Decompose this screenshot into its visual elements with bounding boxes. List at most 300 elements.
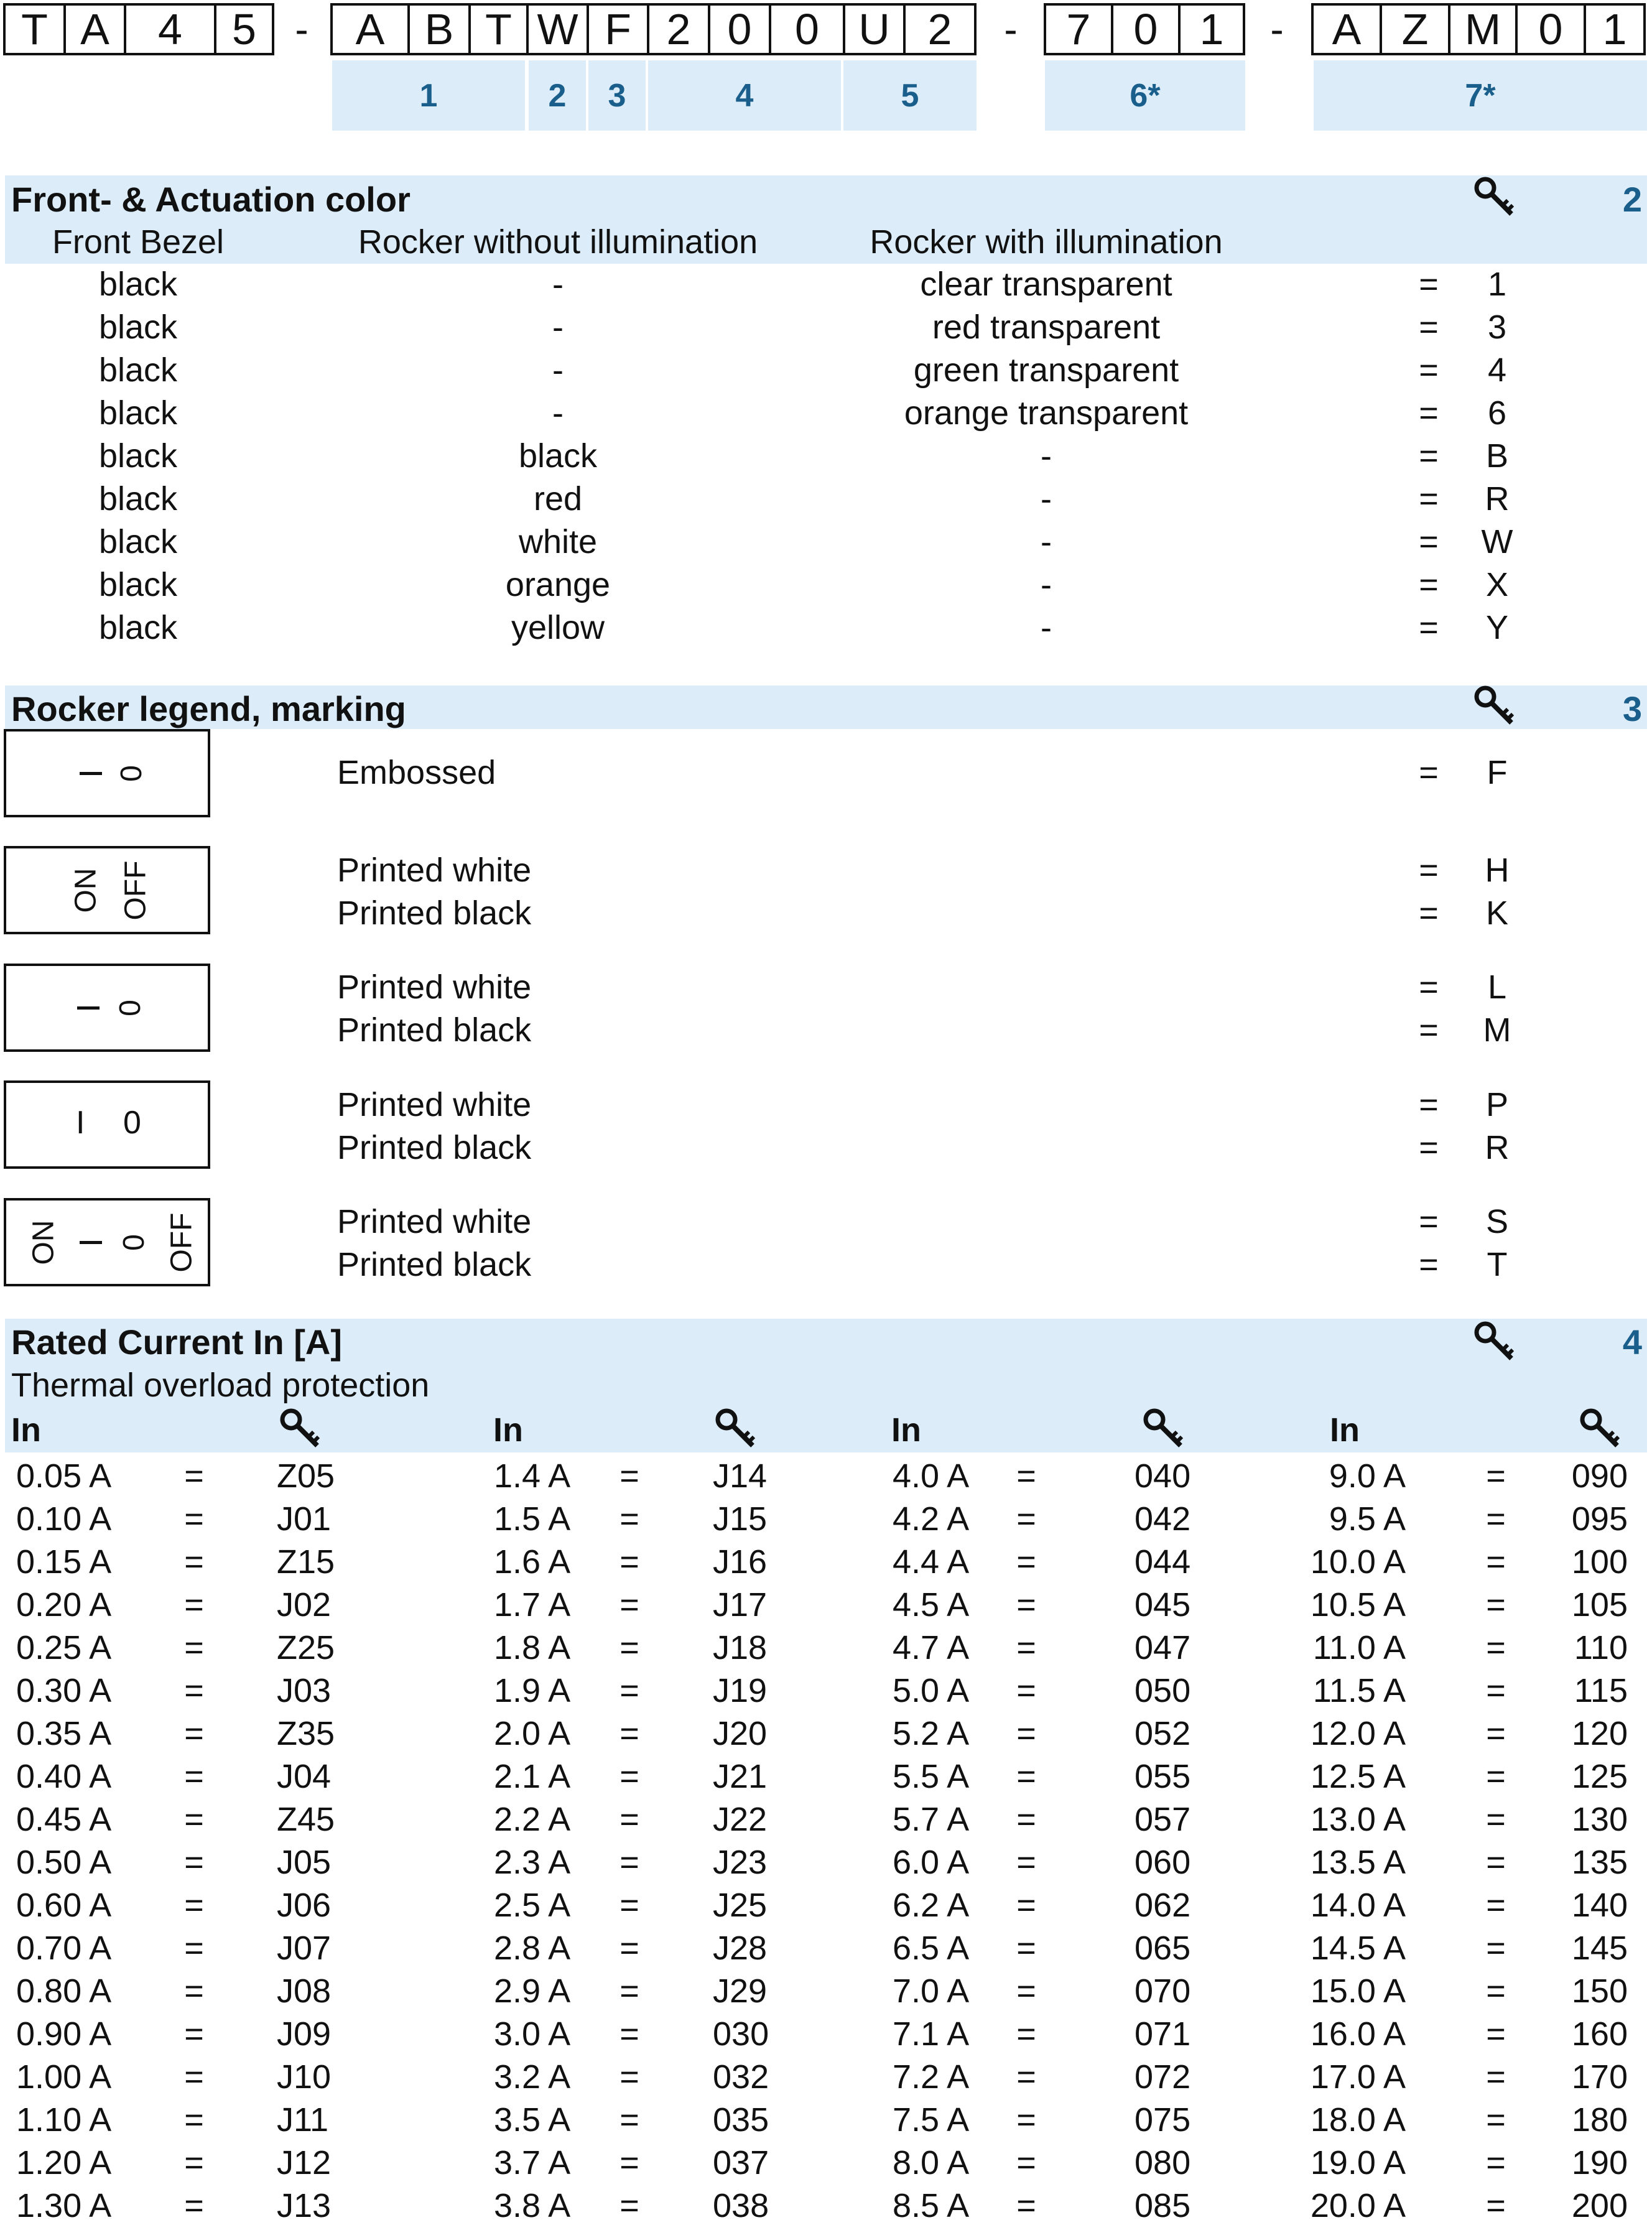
current-value: 2.1 A — [494, 1758, 571, 1795]
current-code: J11 — [277, 2101, 329, 2139]
legend-on-off — [4, 846, 210, 934]
equals-sign: = — [1419, 437, 1439, 475]
current-value: 1.30 A — [16, 2187, 112, 2224]
current-value: 4.7 A — [893, 1629, 970, 1666]
option-code: W — [1481, 523, 1513, 560]
group-label: 3 — [588, 60, 646, 131]
equals-sign: = — [620, 2015, 639, 2053]
current-value: 2.8 A — [494, 1930, 571, 1967]
current-value: 4.2 A — [893, 1500, 970, 1538]
current-value: 0.45 A — [16, 1801, 112, 1838]
code-box: 0 — [1515, 3, 1584, 55]
bezel-color: black — [98, 437, 178, 475]
current-code: J17 — [713, 1586, 768, 1623]
current-code: 150 — [1571, 1972, 1628, 2010]
current-code: 047 — [1135, 1629, 1191, 1666]
current-code: 032 — [713, 2058, 769, 2096]
current-value: 0.70 A — [16, 1930, 112, 1967]
illuminated-rocker-color: red transparent — [932, 309, 1161, 346]
key-icon — [279, 1407, 322, 1451]
code-box: U — [843, 3, 903, 55]
current-value: 19.0 A — [1310, 2144, 1406, 2181]
rocker-color: white — [518, 523, 598, 560]
equals-sign: = — [620, 1887, 639, 1924]
equals-sign: = — [1016, 1543, 1036, 1581]
current-value: 0.10 A — [16, 1500, 112, 1538]
equals-sign: = — [184, 1457, 204, 1495]
equals-sign: = — [1486, 2015, 1506, 2053]
current-code: J07 — [277, 1930, 332, 1967]
current-code: 130 — [1571, 1801, 1628, 1838]
current-code: 170 — [1571, 2058, 1628, 2096]
legend-on: ON — [69, 868, 103, 913]
column-header-in: In — [1330, 1411, 1360, 1449]
equals-sign: = — [1419, 754, 1439, 791]
current-value: 6.2 A — [893, 1887, 970, 1924]
code-box: 0 — [1111, 3, 1178, 55]
equals-sign: = — [1419, 266, 1439, 303]
marking-type: Printed white — [337, 1086, 532, 1123]
illuminated-rocker-color: - — [1041, 523, 1052, 560]
equals-sign: = — [620, 1844, 639, 1881]
code-box: W — [526, 3, 587, 55]
equals-sign: = — [184, 1586, 204, 1623]
current-code: 090 — [1571, 1457, 1628, 1495]
current-value: 0.35 A — [16, 1715, 112, 1752]
section-number: 4 — [1622, 1322, 1642, 1362]
current-value: 6.0 A — [893, 1844, 970, 1881]
section-title: Rated Current In [A] — [11, 1322, 342, 1362]
legend-zero: 0 — [117, 1234, 151, 1251]
equals-sign: = — [1419, 351, 1439, 389]
equals-sign: = — [620, 1758, 639, 1795]
code-box: A — [63, 3, 124, 55]
current-value: 2.0 A — [494, 1715, 571, 1752]
column-header: Rocker without illumination — [358, 223, 758, 261]
legend-zero: 0 — [123, 1105, 141, 1141]
bezel-color: black — [98, 351, 178, 389]
current-value: 3.8 A — [494, 2187, 571, 2224]
code-box: T — [468, 3, 526, 55]
current-value: 2.2 A — [494, 1801, 571, 1838]
bezel-color: black — [98, 394, 178, 432]
group-label: 2 — [529, 60, 586, 131]
code-box: 4 — [124, 3, 214, 55]
equals-sign: = — [1016, 2144, 1036, 2181]
current-value: 11.5 A — [1312, 1672, 1406, 1709]
current-value: 2.9 A — [494, 1972, 571, 2010]
bezel-color: black — [98, 309, 178, 346]
equals-sign: = — [1016, 1930, 1036, 1967]
option-code: L — [1487, 969, 1507, 1006]
equals-sign: = — [1016, 1500, 1036, 1538]
group-label: 4 — [648, 60, 841, 131]
current-code: 100 — [1571, 1543, 1628, 1581]
current-code: 070 — [1135, 1972, 1191, 2010]
current-code: 052 — [1135, 1715, 1191, 1752]
equals-sign: = — [1016, 2015, 1036, 2053]
current-code: 105 — [1571, 1586, 1628, 1623]
key-icon — [1473, 1320, 1516, 1363]
current-value: 5.5 A — [893, 1758, 970, 1795]
code-box: A — [330, 3, 407, 55]
current-code: J19 — [713, 1672, 768, 1709]
equals-sign: = — [1419, 1011, 1439, 1049]
current-code: 062 — [1135, 1887, 1191, 1924]
current-code: 030 — [713, 2015, 769, 2053]
current-value: 1.20 A — [16, 2144, 112, 2181]
rocker-color: - — [552, 266, 564, 303]
current-code: Z35 — [277, 1715, 335, 1752]
current-code: Z25 — [277, 1629, 335, 1666]
column-header-in: In — [493, 1411, 523, 1449]
equals-sign: = — [1486, 1972, 1506, 2010]
equals-sign: = — [1486, 1887, 1506, 1924]
equals-sign: = — [1419, 480, 1439, 518]
current-value: 1.7 A — [494, 1586, 571, 1623]
current-code: J10 — [277, 2058, 332, 2096]
current-code: J05 — [277, 1844, 332, 1881]
equals-sign: = — [184, 1801, 204, 1838]
key-icon — [1473, 175, 1516, 219]
current-code: 057 — [1135, 1801, 1191, 1838]
code-box: B — [407, 3, 468, 55]
current-value: 13.0 A — [1310, 1801, 1406, 1838]
legend-zero: 0 — [114, 765, 148, 782]
code-box: 2 — [647, 3, 708, 55]
equals-sign: = — [620, 1543, 639, 1581]
current-value: 4.0 A — [893, 1457, 970, 1495]
equals-sign: = — [1016, 1715, 1036, 1752]
equals-sign: = — [1486, 1844, 1506, 1881]
option-code: Y — [1485, 609, 1509, 646]
key-icon — [1579, 1407, 1622, 1451]
section-subtitle: Thermal overload protection — [11, 1367, 430, 1404]
marking-type: Printed white — [337, 969, 532, 1006]
option-code: 6 — [1487, 394, 1507, 432]
equals-sign: = — [184, 1715, 204, 1752]
equals-sign: = — [1419, 394, 1439, 432]
equals-sign: = — [620, 1457, 639, 1495]
current-value: 9.0 A — [1329, 1457, 1406, 1495]
current-value: 5.7 A — [893, 1801, 970, 1838]
equals-sign: = — [1016, 1672, 1036, 1709]
current-code: J29 — [713, 1972, 768, 2010]
equals-sign: = — [1016, 2187, 1036, 2224]
equals-sign: = — [184, 1887, 204, 1924]
current-code: 115 — [1574, 1672, 1628, 1709]
legend-zero: 0 — [113, 1000, 147, 1016]
current-code: 050 — [1135, 1672, 1191, 1709]
bezel-color: black — [98, 480, 178, 518]
equals-sign: = — [1486, 1500, 1506, 1538]
legend-on-dash-zero-off — [4, 1198, 210, 1286]
current-code: 085 — [1135, 2187, 1191, 2224]
current-code: J03 — [277, 1672, 332, 1709]
equals-sign: = — [184, 1758, 204, 1795]
code-box: 1 — [1584, 3, 1646, 55]
illuminated-rocker-color: - — [1041, 480, 1052, 518]
code-box: 7 — [1044, 3, 1111, 55]
illuminated-rocker-color: - — [1041, 609, 1052, 646]
current-code: J14 — [713, 1457, 768, 1495]
code-box: F — [587, 3, 647, 55]
current-code: J16 — [713, 1543, 768, 1581]
group-label: 5 — [843, 60, 977, 131]
current-code: 044 — [1135, 1543, 1191, 1581]
column-header: Front Bezel — [52, 223, 225, 261]
current-value: 0.60 A — [16, 1887, 112, 1924]
current-value: 11.0 A — [1312, 1629, 1406, 1666]
code-box: Z — [1380, 3, 1448, 55]
current-code: J21 — [713, 1758, 768, 1795]
current-code: 042 — [1135, 1500, 1191, 1538]
equals-sign: = — [620, 1500, 639, 1538]
current-code: 180 — [1571, 2101, 1628, 2139]
equals-sign: = — [1419, 1246, 1439, 1283]
illuminated-rocker-color: orange transparent — [904, 394, 1189, 432]
equals-sign: = — [1486, 1715, 1506, 1752]
current-value: 3.2 A — [494, 2058, 571, 2096]
current-code: 045 — [1135, 1586, 1191, 1623]
current-value: 14.0 A — [1310, 1887, 1406, 1924]
equals-sign: = — [184, 1930, 204, 1967]
column-header-in: In — [891, 1411, 921, 1449]
current-code: 060 — [1135, 1844, 1191, 1881]
legend-dash — [77, 1006, 100, 1010]
current-value: 7.0 A — [893, 1972, 970, 2010]
current-code: J08 — [277, 1972, 332, 2010]
illuminated-rocker-color: - — [1041, 437, 1052, 475]
current-value: 5.0 A — [893, 1672, 970, 1709]
equals-sign: = — [1486, 1930, 1506, 1967]
option-code: B — [1485, 437, 1509, 475]
marking-type: Printed black — [337, 1011, 532, 1049]
option-code: X — [1485, 566, 1509, 603]
bezel-color: black — [98, 609, 178, 646]
current-value: 15.0 A — [1310, 1972, 1406, 2010]
bezel-color: black — [98, 266, 178, 303]
equals-sign: = — [620, 1715, 639, 1752]
equals-sign: = — [1419, 1086, 1439, 1123]
current-value: 1.10 A — [16, 2101, 112, 2139]
option-code: R — [1485, 480, 1510, 518]
equals-sign: = — [1016, 2101, 1036, 2139]
current-code: Z45 — [277, 1801, 335, 1838]
illuminated-rocker-color: clear transparent — [920, 266, 1172, 303]
rocker-color: - — [552, 351, 564, 389]
current-value: 1.9 A — [494, 1672, 571, 1709]
current-value: 1.8 A — [494, 1629, 571, 1666]
rocker-color: red — [533, 480, 583, 518]
current-value: 18.0 A — [1310, 2101, 1406, 2139]
equals-sign: = — [1419, 1203, 1439, 1240]
equals-sign: = — [184, 1844, 204, 1881]
illuminated-rocker-color: - — [1041, 566, 1052, 603]
current-value: 5.2 A — [893, 1715, 970, 1752]
current-code: 037 — [713, 2144, 769, 2181]
current-value: 14.5 A — [1310, 1930, 1406, 1967]
equals-sign: = — [184, 2058, 204, 2096]
current-value: 4.5 A — [893, 1586, 970, 1623]
current-value: 2.3 A — [494, 1844, 571, 1881]
current-code: 080 — [1135, 2144, 1191, 2181]
equals-sign: = — [1016, 1586, 1036, 1623]
equals-sign: = — [620, 2187, 639, 2224]
current-value: 3.5 A — [494, 2101, 571, 2139]
key-icon — [1473, 684, 1516, 728]
current-code: J13 — [277, 2187, 332, 2224]
current-code: 140 — [1571, 1887, 1628, 1924]
legend-dash — [80, 772, 102, 775]
current-code: J22 — [713, 1801, 768, 1838]
marking-type: Printed black — [337, 894, 532, 932]
legend-off: OFF — [165, 1212, 198, 1273]
code-box: 0 — [769, 3, 843, 55]
code-box: T — [3, 3, 63, 55]
current-value: 12.0 A — [1310, 1715, 1406, 1752]
equals-sign: = — [1419, 523, 1439, 560]
equals-sign: = — [1419, 852, 1439, 889]
equals-sign: = — [620, 1972, 639, 2010]
current-code: J28 — [713, 1930, 768, 1967]
equals-sign: = — [1016, 1801, 1036, 1838]
current-value: 0.25 A — [16, 1629, 112, 1666]
equals-sign: = — [184, 1500, 204, 1538]
current-code: 145 — [1571, 1930, 1628, 1967]
marking-type: Printed black — [337, 1129, 532, 1166]
marking-type: Printed white — [337, 1203, 532, 1240]
current-value: 13.5 A — [1310, 1844, 1406, 1881]
current-code: 035 — [713, 2101, 769, 2139]
option-code: R — [1485, 1129, 1510, 1166]
current-code: J23 — [713, 1844, 768, 1881]
legend-one-zero — [4, 1080, 210, 1169]
equals-sign: = — [1486, 1586, 1506, 1623]
current-value: 8.0 A — [893, 2144, 970, 2181]
current-code: 071 — [1135, 2015, 1191, 2053]
equals-sign: = — [1419, 969, 1439, 1006]
current-code: J18 — [713, 1629, 768, 1666]
marking-type: Printed white — [337, 852, 532, 889]
current-code: J02 — [277, 1586, 332, 1623]
current-code: 110 — [1574, 1629, 1628, 1666]
equals-sign: = — [1486, 1629, 1506, 1666]
current-code: 190 — [1571, 2144, 1628, 2181]
current-value: 12.5 A — [1310, 1758, 1406, 1795]
current-code: 120 — [1571, 1715, 1628, 1752]
group-label: 6* — [1045, 60, 1245, 131]
equals-sign: = — [620, 1629, 639, 1666]
option-code: H — [1485, 852, 1510, 889]
current-code: Z05 — [277, 1457, 335, 1495]
bezel-color: black — [98, 523, 178, 560]
equals-sign: = — [620, 2058, 639, 2096]
equals-sign: = — [620, 1930, 639, 1967]
current-value: 1.5 A — [494, 1500, 571, 1538]
equals-sign: = — [1419, 566, 1439, 603]
equals-sign: = — [620, 2101, 639, 2139]
equals-sign: = — [1419, 609, 1439, 646]
current-value: 10.5 A — [1310, 1586, 1406, 1623]
current-code: 065 — [1135, 1930, 1191, 1967]
equals-sign: = — [184, 1629, 204, 1666]
current-code: 055 — [1135, 1758, 1191, 1795]
current-code: 135 — [1571, 1844, 1628, 1881]
option-code: 4 — [1487, 351, 1507, 389]
current-code: 072 — [1135, 2058, 1191, 2096]
current-value: 0.50 A — [16, 1844, 112, 1881]
section-number: 3 — [1622, 689, 1642, 728]
current-value: 3.7 A — [494, 2144, 571, 2181]
rocker-color: - — [552, 309, 564, 346]
equals-sign: = — [1016, 1758, 1036, 1795]
current-value: 20.0 A — [1310, 2187, 1406, 2224]
code-box: 2 — [903, 3, 977, 55]
current-value: 0.05 A — [16, 1457, 112, 1495]
current-value: 0.30 A — [16, 1672, 112, 1709]
equals-sign: = — [184, 1672, 204, 1709]
current-code: 095 — [1571, 1500, 1628, 1538]
current-code: 125 — [1571, 1758, 1628, 1795]
current-code: J15 — [713, 1500, 768, 1538]
code-box: M — [1448, 3, 1515, 55]
current-code: J09 — [277, 2015, 332, 2053]
option-code: 1 — [1487, 266, 1507, 303]
equals-sign: = — [1016, 1887, 1036, 1924]
current-value: 7.2 A — [893, 2058, 970, 2096]
equals-sign: = — [620, 1672, 639, 1709]
bezel-color: black — [98, 566, 178, 603]
current-value: 0.90 A — [16, 2015, 112, 2053]
current-value: 0.40 A — [16, 1758, 112, 1795]
equals-sign: = — [620, 1586, 639, 1623]
current-value: 1.6 A — [494, 1543, 571, 1581]
group-label: 7* — [1314, 60, 1647, 131]
equals-sign: = — [1486, 1543, 1506, 1581]
current-value: 1.00 A — [16, 2058, 112, 2096]
legend-one: I — [76, 1105, 85, 1141]
current-value: 0.20 A — [16, 1586, 112, 1623]
marking-type: Printed black — [337, 1246, 532, 1283]
section-title: Front- & Actuation color — [11, 180, 411, 219]
section-number: 2 — [1622, 180, 1642, 219]
current-code: J25 — [713, 1887, 768, 1924]
current-code: J12 — [277, 2144, 332, 2181]
equals-sign: = — [1486, 1758, 1506, 1795]
option-code: P — [1485, 1086, 1509, 1123]
code-box: 1 — [1178, 3, 1245, 55]
column-header: Rocker with illumination — [870, 223, 1223, 261]
equals-sign: = — [1016, 1629, 1036, 1666]
current-code: 040 — [1135, 1457, 1191, 1495]
current-code: J20 — [713, 1715, 768, 1752]
rocker-color: orange — [505, 566, 611, 603]
code-box: 0 — [708, 3, 769, 55]
current-value: 17.0 A — [1310, 2058, 1406, 2096]
current-code: 038 — [713, 2187, 769, 2224]
rocker-color: black — [518, 437, 598, 475]
group-label: 1 — [332, 60, 525, 131]
equals-sign: = — [1486, 2058, 1506, 2096]
current-code: 200 — [1571, 2187, 1628, 2224]
current-value: 0.15 A — [16, 1543, 112, 1581]
equals-sign: = — [184, 2015, 204, 2053]
legend-embossed-dash-zero — [4, 729, 210, 817]
current-code: J01 — [277, 1500, 332, 1538]
key-icon — [714, 1407, 758, 1451]
code-separator: - — [1004, 7, 1018, 52]
